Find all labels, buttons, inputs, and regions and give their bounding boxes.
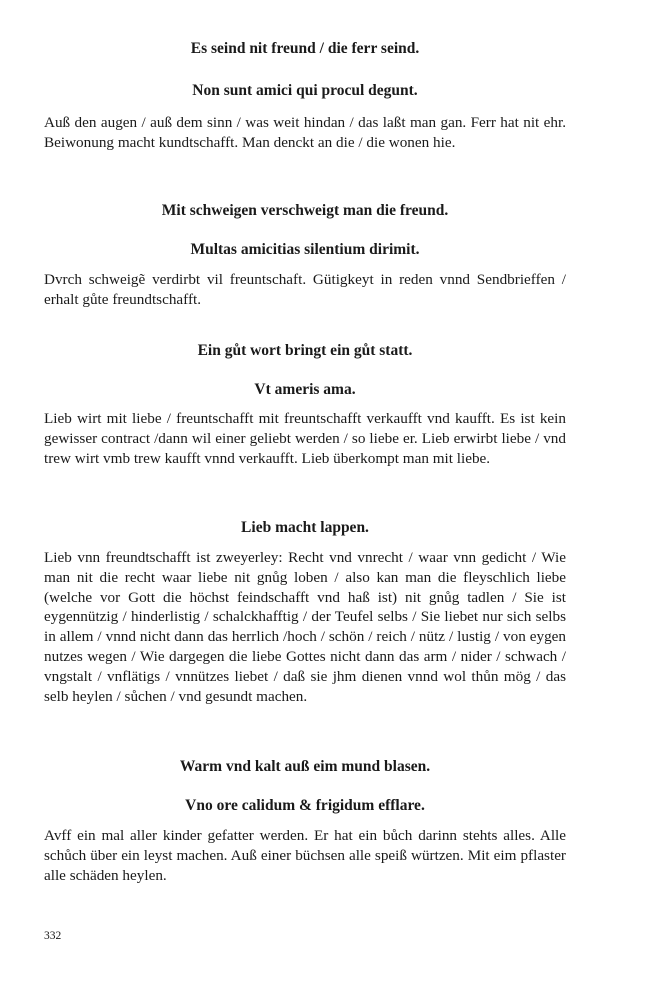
section-5-heading-german: Warm vnd kalt auß eim mund blasen. bbox=[179, 758, 431, 775]
section-2-heading-latin: Multas amicitias silentium dirimit. bbox=[190, 241, 420, 258]
section-4-text: Lieb vnn freundtschafft ist zweyerley: Recht vnd vnrecht / waar vnn gedicht / Wie man nit die recht waar liebe nit gnůg loben / also kan man die fleyschlich liebe (welche vor Gott die höchst feindschafft vnd haß ist) nit gnůg tadlen / Sie ist eygennützig / hinderlistig / schalckhafftig / der Teufel selbs / Sie liebet nur sich selbs in allem / vnnd nicht dann das herrlich /hoch / schön / reich / nütz / lustig / von eygen nutzes wegen / Wie dargegen die liebe Gottes nicht dann das arm / nider / schwach / vngstalt / vnflätigs / vnnützes liebet / daß sie jhm dienen vnnd wol thůn mög / das selb heylen / sůchen / vnd gesundt machen. bbox=[44, 549, 566, 705]
section-3-heading-german: Ein gůt wort bringt ein gůt statt. bbox=[197, 342, 413, 359]
section-3-heading-latin: Vt ameris ama. bbox=[254, 381, 356, 398]
section-2-text: Dvrch schweigẽ verdirbt vil freuntschaft. Gütigkeyt in reden vnnd Sendbrieffen / erhalt gůte freundtschafft. bbox=[44, 271, 566, 308]
section-1-heading-german: Es seind nit freund / die ferr seind. bbox=[190, 40, 420, 57]
section-3-text: Lieb wirt mit liebe / freuntschafft mit freuntschafft verkaufft vnd kaufft. Es ist kein gewisser contract /dann wil einer geliebt werden / so liebe er. Lieb erwirbt liebe / vnd trew wirt vmb trew kaufft vnnd verkaufft. Lieb überkompt man mit liebe. bbox=[44, 410, 566, 467]
section-5-text: Avff ein mal aller kinder gefatter werden. Er hat ein bůch darinn stehts alles. Alle schůch über ein leyst machen. Auß einer büchsen alle speiß würtzen. Mit eim pflaster alle schäden heylen. bbox=[44, 827, 566, 884]
section-1-heading-latin: Non sunt amici qui procul degunt. bbox=[192, 82, 418, 99]
section-1-text: Auß den augen / auß dem sinn / was weit hindan / das laßt man gan. Ferr hat nit ehr. Beiwonung macht kundtschafft. Man denckt an die / die wonen hie. bbox=[44, 114, 566, 151]
section-5-heading-latin: Vno ore calidum & frigidum efflare. bbox=[185, 797, 425, 814]
page-number: 332 bbox=[44, 930, 62, 942]
section-2-heading-german: Mit schweigen verschweigt man die freund. bbox=[161, 202, 449, 219]
section-4-heading-german: Lieb macht lappen. bbox=[241, 519, 369, 536]
